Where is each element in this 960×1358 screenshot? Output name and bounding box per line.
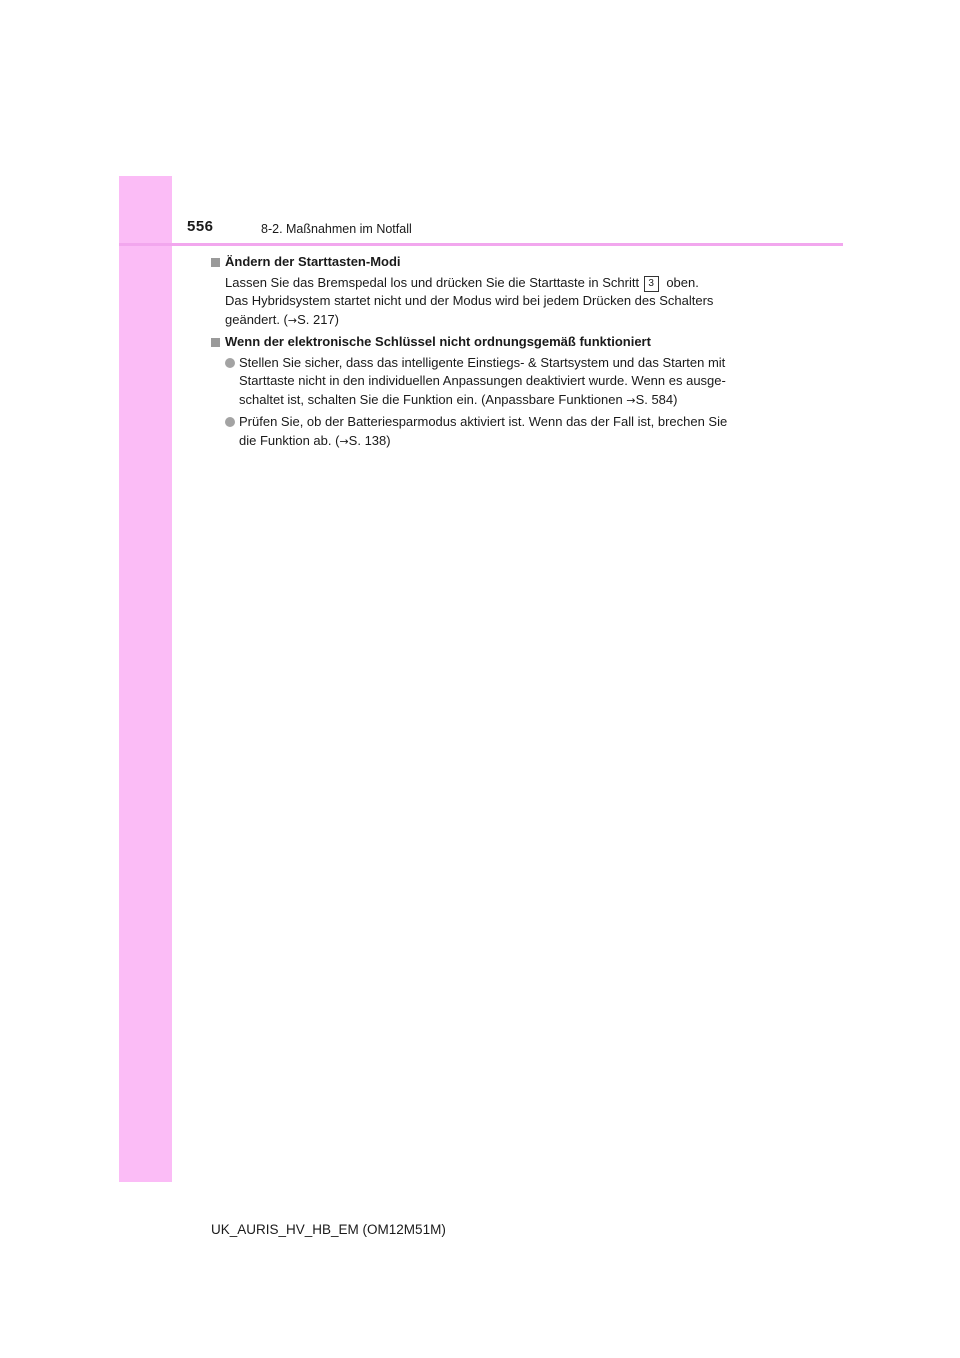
text-line: Starttaste nicht in den individuellen Anpassungen deaktiviert wurde. Wenn es ausge- bbox=[239, 373, 726, 388]
arrow-right-icon: → bbox=[287, 313, 298, 327]
circle-bullet-icon bbox=[225, 417, 235, 427]
text-line bbox=[239, 391, 763, 411]
page-number: 556 bbox=[187, 218, 214, 235]
header-rule bbox=[119, 243, 843, 246]
heading-text: Ändern der Starttasten-Modi bbox=[225, 254, 401, 269]
text-span: geändert. ( bbox=[225, 311, 288, 327]
text-span: die Funktion ab. ( bbox=[239, 432, 340, 448]
page-reference[interactable]: S. 584) bbox=[635, 391, 678, 407]
text-span: oben. bbox=[666, 274, 699, 290]
heading-text: Wenn der elektronische Schlüssel nicht ordnungsgemäß funktioniert bbox=[225, 334, 651, 349]
text-line bbox=[239, 432, 763, 452]
page-content bbox=[211, 253, 763, 454]
page-reference[interactable]: S. 138) bbox=[348, 432, 391, 448]
section-title: 8-2. Maßnahmen im Notfall bbox=[261, 222, 412, 236]
text-span: Lassen Sie das Bremspedal los und drücken Sie die Starttaste in Schritt bbox=[225, 274, 640, 290]
circle-bullet-icon bbox=[225, 358, 235, 368]
step-number-badge: 3 bbox=[644, 276, 659, 292]
section-heading bbox=[211, 333, 763, 352]
arrow-right-icon: → bbox=[626, 393, 636, 407]
text-line: Prüfen Sie, ob der Batteriesparmodus aktiviert ist. Wenn das der Fall ist, brechen Sie bbox=[239, 414, 728, 429]
arrow-right-icon: → bbox=[339, 434, 349, 448]
text-line: Das Hybridsystem startet nicht und der Modus wird bei jedem Drücken des Schalters bbox=[225, 293, 714, 308]
footer-document-id: UK_AURIS_HV_HB_EM (OM12M51M) bbox=[211, 1222, 446, 1237]
list-item bbox=[211, 413, 763, 451]
text-line bbox=[225, 274, 763, 293]
square-icon bbox=[211, 338, 220, 347]
page-reference[interactable]: S. 217) bbox=[297, 311, 340, 327]
text-line bbox=[225, 311, 763, 331]
side-strip bbox=[119, 176, 172, 1182]
text-line: Stellen Sie sicher, dass das intelligente Einstiegs- & Startsystem und das Starten mit bbox=[239, 354, 726, 370]
list-item bbox=[211, 354, 763, 411]
square-icon bbox=[211, 258, 220, 267]
paragraph bbox=[211, 274, 763, 331]
text-span: schaltet ist, schalten Sie die Funktion ein. (Anpassbare Funktionen bbox=[239, 391, 623, 407]
section-heading bbox=[211, 253, 763, 272]
